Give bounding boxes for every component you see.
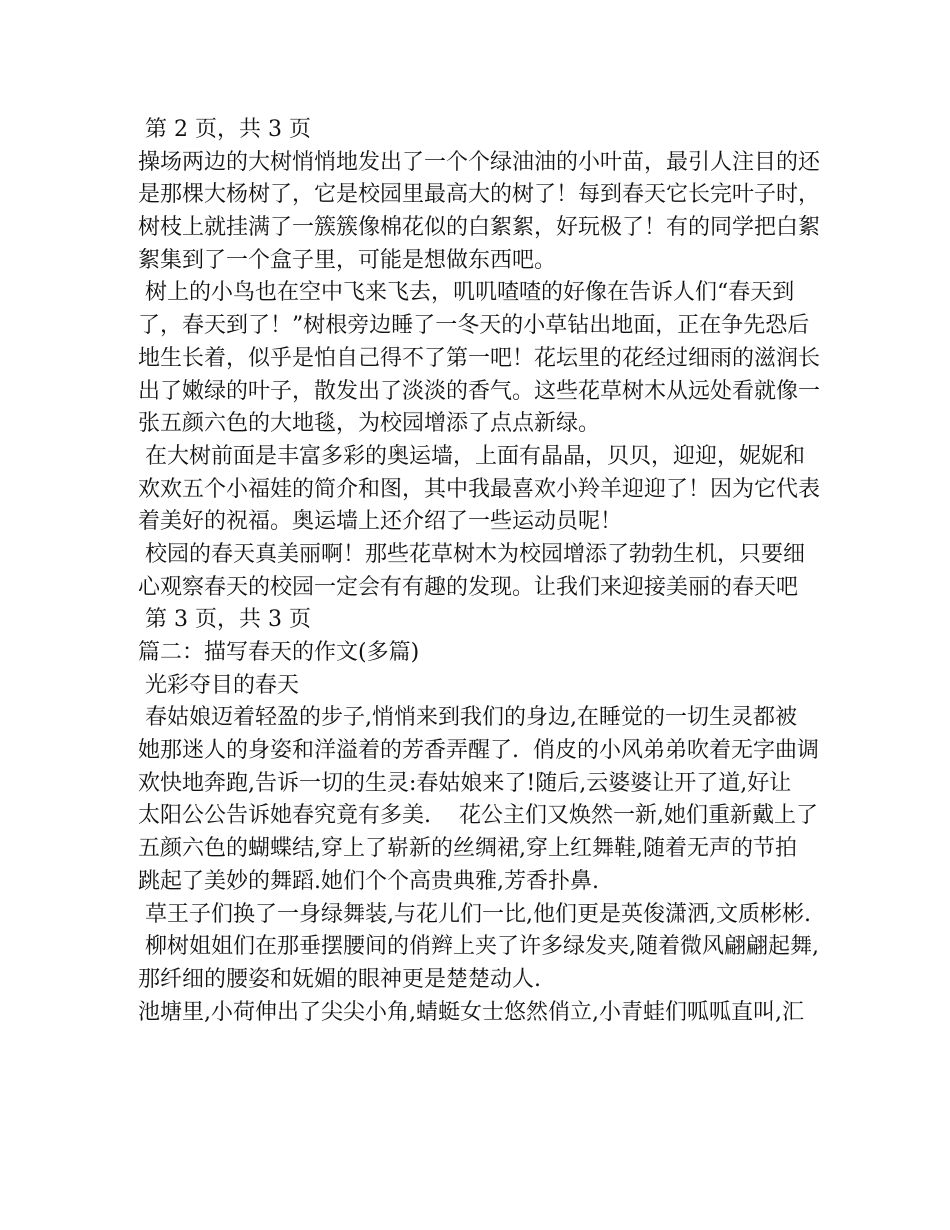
paragraph-line: 草王子们换了一身绿舞装,与花儿们一比,他们更是英俊潇洒,文质彬彬.: [138, 901, 811, 927]
paragraph-line: 柳树姐姐们在那垂摆腰间的俏辫上夹了许多绿发夹,随着微风翩翩起舞,: [138, 934, 819, 960]
paragraph-line: 了，春天到了！”树根旁边睡了一冬天的小草钻出地面，正在争先恐后: [138, 313, 810, 339]
paragraph-line: 校园的春天真美丽啊！那些花草树木为校园增添了勃勃生机，只要细: [138, 541, 805, 567]
essay-title: 光彩夺目的春天: [138, 672, 299, 698]
paragraph-line: 树枝上就挂满了一簇簇像棉花似的白絮絮，好玩极了！有的同学把白絮: [138, 215, 821, 241]
paragraph-line: 着美好的祝福。奥运墙上还介绍了一些运动员呢！: [138, 509, 623, 535]
paragraph-line: 出了嫩绿的叶子，散发出了淡淡的香气。这些花草树木从远处看就像一: [138, 378, 821, 404]
document-body: [138, 114, 821, 1029]
paragraph-line: 跳起了美妙的舞蹈.她们个个高贵典雅,芳香扑鼻.: [138, 868, 599, 894]
paragraph-line: 地生长着，似乎是怕自己得不了第一吧！花坛里的花经过细雨的滋润长: [138, 345, 821, 371]
paragraph-line: 池塘里,小荷伸出了尖尖小角,蜻蜓女士悠然俏立,小青蛙们呱呱直叫,汇: [138, 999, 804, 1025]
paragraph-line: 欢欢五个小福娃的简介和图，其中我最喜欢小羚羊迎迎了！因为它代表: [138, 476, 821, 502]
paragraph-line: 是那棵大杨树了，它是校园里最高大的树了！每到春天它长完叶子时，: [138, 182, 821, 208]
paragraph-line: 太阳公公告诉她春究竟有多美. 花公主们又焕然一新,她们重新戴上了: [138, 803, 818, 829]
paragraph-line: 在大树前面是丰富多彩的奥运墙，上面有晶晶，贝贝，迎迎，妮妮和: [138, 443, 805, 469]
paragraph-line: 心观察春天的校园一定会有有趣的发现。让我们来迎接美丽的春天吧: [138, 574, 799, 600]
paragraph-line: 那纤细的腰姿和妩媚的眼神更是楚楚动人.: [138, 966, 541, 992]
page-marker: 第 2 页，共 3 页: [138, 117, 311, 142]
page-marker: 第 3 页，共 3 页: [138, 607, 311, 633]
section-heading: 篇二：描写春天的作文(多篇): [138, 640, 420, 665]
paragraph-line: 操场两边的大树悄悄地发出了一个个绿油油的小叶苗，最引人注目的还: [138, 149, 821, 175]
paragraph-line: 树上的小鸟也在空中飞来飞去，叽叽喳喳的好像在告诉人们“春天到: [138, 280, 795, 306]
paragraph-line: 絮集到了一个盒子里，可能是想做东西吧。: [138, 247, 557, 273]
paragraph-line: 她那迷人的身姿和洋溢着的芳香弄醒了. 俏皮的小风弟弟吹着无字曲调: [138, 738, 819, 764]
paragraph-line: 张五颜六色的大地毯，为校园增添了点点新绿。: [138, 411, 601, 437]
paragraph-line: 春姑娘迈着轻盈的步子,悄悄来到我们的身边,在睡觉的一切生灵都被: [138, 705, 797, 731]
paragraph-line: 欢快地奔跑,告诉一切的生灵:春姑娘来了!随后,云婆婆让开了道,好让: [138, 770, 792, 796]
paragraph-line: 五颜六色的蝴蝶结,穿上了崭新的丝绸裙,穿上红舞鞋,随着无声的节拍: [138, 836, 797, 862]
